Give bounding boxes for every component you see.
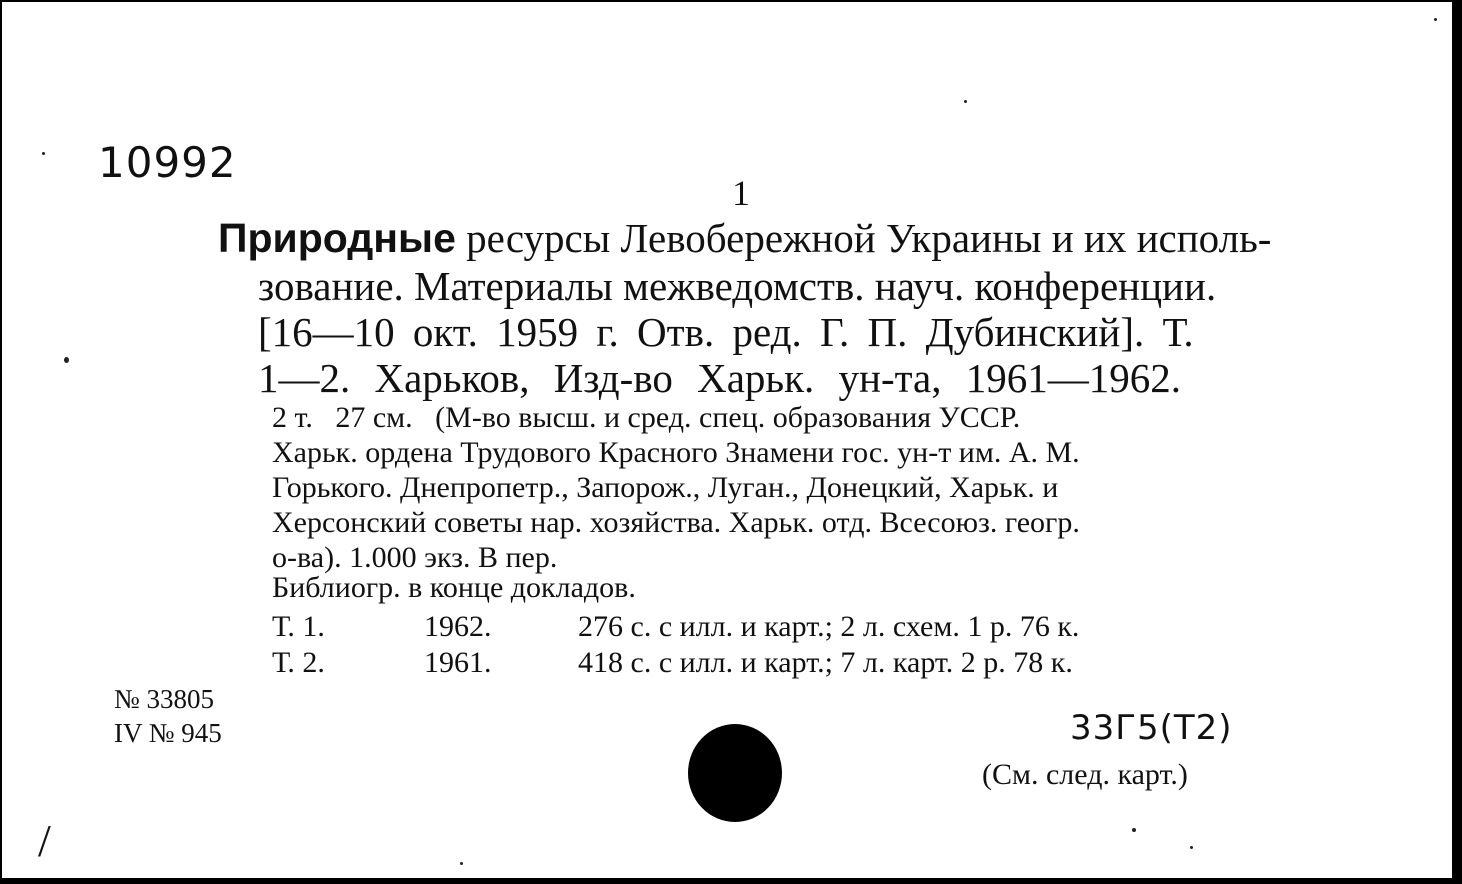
volume-pages: 418 с. с илл. и карт.; 7 л. карт. 2 р. 78 к.	[578, 646, 1073, 679]
ink-speck	[1132, 828, 1136, 832]
continuation-note: (См. след. карт.)	[982, 758, 1188, 791]
title-line-1	[218, 214, 1271, 262]
title-line-2: зование. Материалы межведомств. науч. конференции.	[258, 263, 1217, 309]
volume-year: 1961.	[424, 646, 492, 679]
shelf-mark: 33Г5(Т2)	[1070, 708, 1233, 748]
accession-number: № 33805	[114, 684, 215, 714]
title-line-1-text: ресурсы Левобережной Украины и их исполь-	[466, 215, 1272, 261]
ink-speck	[460, 862, 463, 865]
ink-speck	[1190, 846, 1193, 849]
handwritten-number: 10992	[98, 138, 237, 187]
heading-word: Природные	[218, 215, 456, 261]
title-line-3: [16—10 окт. 1959 г. Отв. ред. Г. П. Дубинский]. Т.	[258, 309, 1194, 355]
ink-speck	[1434, 18, 1437, 21]
volume-pages: 276 с. с илл. и карт.; 2 л. схем. 1 р. 76 к.	[578, 610, 1080, 643]
title-line-4: 1—2. Харьков, Изд-во Харьк. ун-та, 1961—1962.	[258, 355, 1181, 401]
desc-line: 2 т. 27 см. (М-во высш. и сред. спец. образования УССР.	[272, 401, 1021, 434]
desc-line: Харьк. ордена Трудового Красного Знамени гос. ун-т им. А. М.	[272, 436, 1080, 469]
desc-line: Херсонский советы нар. хозяйства. Харьк. отд. Всесоюз. геогр.	[272, 506, 1080, 539]
desc-line: о-ва). 1.000 экз. В пер.	[272, 541, 558, 574]
punch-hole	[688, 724, 782, 822]
ink-speck	[964, 100, 967, 103]
ink-speck	[42, 152, 45, 155]
registry-number: IV № 945	[114, 718, 222, 748]
bibliography-note: Библиогр. в конце докладов.	[272, 571, 636, 604]
card-index: 1	[732, 173, 750, 213]
margin-mark: /	[38, 815, 51, 866]
volume-number: Т. 1.	[272, 610, 325, 643]
volume-year: 1962.	[424, 610, 492, 643]
desc-line: Горького. Днепропетр., Запорож., Луган., Донецкий, Харьк. и	[272, 471, 1059, 504]
description-block	[272, 400, 1080, 575]
volume-number: Т. 2.	[272, 646, 325, 679]
ink-speck	[64, 357, 69, 363]
